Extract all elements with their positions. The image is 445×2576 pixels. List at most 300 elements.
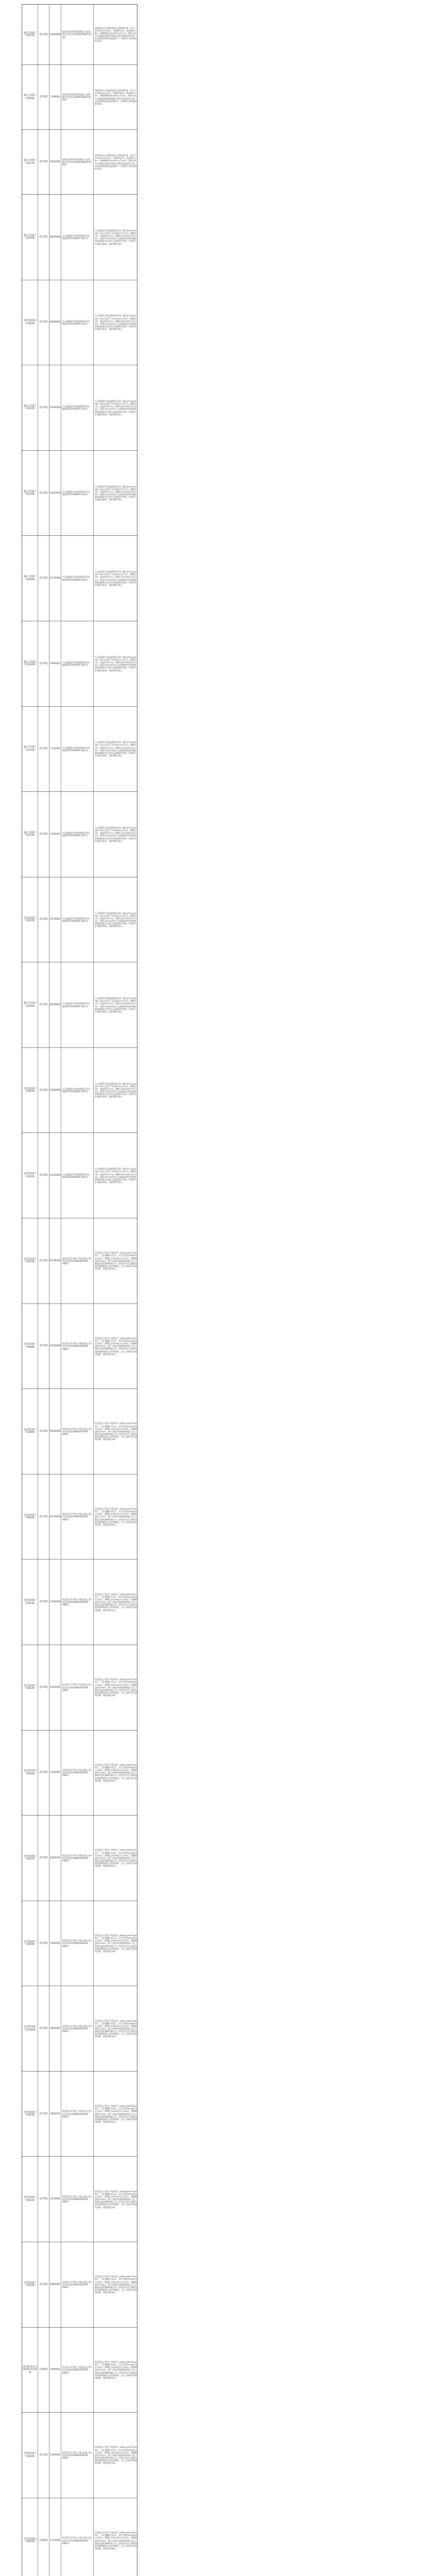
- amount-cell-text: 8100000: [50, 1686, 60, 1689]
- code-cell: [38, 130, 49, 194]
- description-cell-text: 安信蓝天1号资产支持证券（ABS2016ZTB-A005），发行规模7.9亿元，发行日期为2016年11月30日，到期日为2019年11月30日，预期收益率为5.6%，资产支持证券的原始权益人为上海蓝天商业保理有限公司，投资方向为上海蓝天商业保理有限公司应收账款，已在上海证券交易所挂牌，风险等级为R3。: [95, 2275, 137, 2294]
- table-row: [22, 280, 137, 365]
- code-cell: [38, 2157, 49, 2242]
- code-cell: [38, 2242, 49, 2327]
- description-cell-text: 安信蓝天1号资产支持证券（ABS2016ZTB-A005），发行规模7.9亿元，发行日期为2016年11月30日，到期日为2019年11月30日，预期收益率为5.6%，资产支持证券的原始权益人为上海蓝天商业保理有限公司，投资方向为上海蓝天商业保理有限公司应收账款，已在上海证券交易所挂牌，风险等级为R3。: [95, 1934, 137, 1953]
- amount-cell: [49, 877, 61, 962]
- amount-cell: [49, 621, 61, 706]
- period-cell: [22, 1560, 38, 1645]
- amount-cell: [49, 1986, 61, 2071]
- period-cell-text: 截止至2017年第07期: [24, 159, 36, 165]
- period-cell-text: 金雪莲2017年第04期: [24, 1514, 36, 1520]
- description-cell-text: 安信蓝天1号资产支持证券（ABS2016ZTB-A005），发行规模7.9亿元，发行日期为2016年11月30日，到期日为2019年11月30日，预期收益率为5.6%，资产支持证券的原始权益人为上海蓝天商业保理有限公司，投资方向为上海蓝天商业保理有限公司应收账款，已在上海证券交易所挂牌，风险等级为R3。: [95, 2190, 137, 2209]
- product-cell: [61, 877, 93, 962]
- table-row: [22, 1815, 137, 1901]
- table-row: [22, 877, 137, 962]
- description-cell: [93, 1986, 138, 2071]
- product-cell: [61, 451, 93, 536]
- period-cell: [22, 1901, 38, 1986]
- code-cell-text: 【1705】: [39, 918, 49, 921]
- description-cell: [93, 1218, 138, 1303]
- amount-cell-text: 30000000: [49, 235, 61, 239]
- period-cell-text: 截止至2017年第09期: [24, 575, 36, 581]
- code-cell: [38, 1901, 49, 1986]
- product-cell: [61, 1218, 93, 1303]
- description-cell: [93, 962, 138, 1047]
- description-cell: [93, 2413, 138, 2498]
- period-cell-text: 金雪莲2017年第07期: [24, 1258, 36, 1264]
- code-cell-text: 【1705】: [39, 1771, 49, 1774]
- period-cell: [22, 1133, 38, 1218]
- amount-cell: [49, 365, 61, 450]
- table-row: [22, 2412, 137, 2498]
- amount-cell: [49, 707, 61, 792]
- period-cell-text: 金雪莲2017年第04期: [24, 2111, 36, 2117]
- product-cell: [61, 2498, 93, 2576]
- description-cell: [93, 280, 138, 365]
- product-cell-text: 国泰君安1133型结构化产品管理计划-01-01-B20150425-01-018: [62, 93, 92, 101]
- product-cell: [61, 280, 93, 365]
- code-cell: [38, 877, 49, 962]
- description-cell-text: 兴元国投资产收益权投资计划一期(QCZT2016X87-136-1)发行于2016年12月15日，期限为2年，收益率为5.3%，到期日为2018年12月15日，投资方向为以受让兴元国投持有的应收账款收益权的方式向兴元国投进行投资，资金用于补充流动资金，风险等级为R3。: [95, 399, 137, 416]
- product-cell-text: 兴元国投资产收益权投资计划一期(QCZT2016X87-136-1): [62, 832, 91, 837]
- product-cell: [61, 1816, 93, 1901]
- description-cell: [93, 2328, 138, 2413]
- period-cell: [22, 1986, 38, 2071]
- table-row: [22, 1474, 137, 1560]
- code-cell-text: 【1705】: [39, 1856, 49, 1859]
- period-cell-text: 截止至2016年第99期: [24, 1002, 36, 1008]
- product-cell-text: 安信蓝天1号资产支持证券(上海证券交易所)(ABS2016ZTB-A005): [62, 1513, 92, 1521]
- amount-cell-text: 9300000: [50, 662, 60, 665]
- amount-cell-text: 16990000: [49, 1430, 61, 1433]
- description-cell-text: 安信蓝天1号资产支持证券（ABS2016ZTB-A005），发行规模7.9亿元，发行日期为2016年11月30日，到期日为2019年11月30日，预期收益率为5.6%，资产支持证券的原始权益人为上海蓝天商业保理有限公司，投资方向为上海蓝天商业保理有限公司应收账款，已在上海证券交易所挂牌，风险等级为R3。: [95, 1422, 137, 1441]
- description-cell-text: 国泰君安1133型结构化产品管理计划，发行于2016年12月24日，存续期为2年，收益率4%-6%，预期到期日2018年12月24日，投资方向为与国泰君安股份有限公司签订收益凭证合约，以及优质的固定收益类资产，结构化产品风险等级为R2。: [95, 89, 137, 105]
- product-cell-text: 安信蓝天1号资产支持证券(上海证券交易所)(ABS2016ZTB-A005): [62, 2110, 92, 2118]
- description-cell-text: 安信蓝天1号资产支持证券（ABS2016ZTB-A005），发行规模7.9亿元，发行日期为2016年11月30日，到期日为2019年11月30日，预期收益率为5.6%，资产支持证券的原始权益人为上海蓝天商业保理有限公司，投资方向为上海蓝天商业保理有限公司应收账款，已在上海证券交易所挂牌，风险等级为R3。: [95, 1763, 137, 1782]
- period-cell: [22, 451, 38, 536]
- description-cell-text: 安信蓝天1号资产支持证券（ABS2016ZTB-A005），发行规模7.9亿元，发行日期为2016年11月30日，到期日为2019年11月30日，预期收益率为5.6%，资产支持证券的原始权益人为上海蓝天商业保理有限公司，投资方向为上海蓝天商业保理有限公司应收账款，已在上海证券交易所挂牌，风险等级为R3。: [95, 2105, 137, 2124]
- code-cell: [38, 195, 49, 280]
- code-cell: [38, 1731, 49, 1816]
- amount-cell-text: 23960000: [49, 1089, 61, 1092]
- description-cell-text: 安信蓝天1号资产支持证券（ABS2016ZTB-A005），发行规模7.9亿元，发行日期为2016年11月30日，到期日为2019年11月30日，预期收益率为5.6%，资产支持证券的原始权益人为上海蓝天商业保理有限公司，投资方向为上海蓝天商业保理有限公司应收账款，已在上海证券交易所挂牌，风险等级为R3。: [95, 2531, 137, 2550]
- product-cell: [61, 1389, 93, 1474]
- product-cell-text: 安信蓝天1号资产支持证券(上海证券交易所)(ABS2016ZTB-A005): [62, 1683, 92, 1691]
- description-cell: [93, 1304, 138, 1389]
- code-cell-text: 【1705】: [39, 2112, 49, 2115]
- product-cell-text: 安信蓝天1号资产支持证券(上海证券交易所)(ABS2016ZTB-A005): [62, 2366, 92, 2374]
- period-cell-text: 金雪莲2017年第01期: [24, 1855, 36, 1861]
- amount-cell: [49, 195, 61, 280]
- amount-cell-text: 11490000: [49, 1601, 61, 1604]
- code-cell-text: 【1705】: [39, 1515, 49, 1518]
- code-cell-text: 【1705】: [39, 2283, 49, 2286]
- code-cell: [38, 1816, 49, 1901]
- amount-cell-text: 2980000: [50, 2283, 60, 2286]
- product-cell: [61, 707, 93, 792]
- code-cell-text: 【1705】: [39, 2198, 49, 2201]
- period-cell: [22, 621, 38, 706]
- product-cell: [61, 2242, 93, 2327]
- table-row: [22, 1986, 137, 2071]
- period-cell-text: 金雪莲2017年第05期: [24, 1940, 36, 1946]
- description-cell: [93, 1645, 138, 1730]
- code-cell-text: 【1705】: [39, 748, 49, 751]
- product-cell: [61, 1901, 93, 1986]
- description-cell-text: 安信蓝天1号资产支持证券（ABS2016ZTB-A005），发行规模7.9亿元，发行日期为2016年11月30日，到期日为2019年11月30日，预期收益率为5.6%，资产支持证券的原始权益人为上海蓝天商业保理有限公司，投资方向为上海蓝天商业保理有限公司应收账款，已在上海证券交易所挂牌，风险等级为R3。: [95, 1678, 137, 1697]
- code-cell-text: 【1705】: [39, 1601, 49, 1604]
- period-cell: [22, 1048, 38, 1133]
- description-cell: [93, 1901, 138, 1986]
- period-cell: [22, 1389, 38, 1474]
- product-cell-text: 安信蓝天1号资产支持证券(上海证券交易所)(ABS2016ZTB-A005): [62, 2195, 92, 2204]
- description-cell-text: 安信蓝天1号资产支持证券（ABS2016ZTB-A005），发行规模7.9亿元，发行日期为2016年11月30日，到期日为2019年11月30日，预期收益率为5.6%，资产支持证券的原始权益人为上海蓝天商业保理有限公司，投资方向为上海蓝天商业保理有限公司应收账款，已在上海证券交易所挂牌，风险等级为R3。: [95, 1336, 137, 1355]
- table-row: [22, 2242, 137, 2327]
- period-cell-text: 截止至2017年第10期: [24, 490, 36, 496]
- period-cell: [22, 1218, 38, 1303]
- table-row: [22, 1730, 137, 1816]
- code-cell: [38, 365, 49, 450]
- amount-cell-text: 1510000: [50, 2539, 60, 2542]
- amount-cell-text: 2570000: [50, 918, 60, 921]
- product-cell-text: 安信蓝天1号资产支持证券(上海证券交易所)(ABS2016ZTB-A005): [62, 1342, 92, 1350]
- period-cell: [22, 5, 38, 64]
- table-row: [22, 1218, 137, 1303]
- period-cell: [22, 2242, 38, 2327]
- product-cell: [61, 195, 93, 280]
- table-row: [22, 2498, 137, 2576]
- amount-cell: [49, 1218, 61, 1303]
- amount-cell: [49, 1389, 61, 1474]
- product-cell-text: 国泰君安1133型结构化产品管理计划-01-01-B20150425-01-019: [62, 158, 92, 166]
- period-cell-text: 金雪莲2016年第05期: [24, 319, 36, 325]
- code-cell: [38, 1133, 49, 1218]
- period-cell-text: 截止至2017年第08期: [24, 94, 36, 100]
- product-cell-text: 兴元国投资产收益权投资计划一期(QCZT2016X87-136-1): [62, 661, 91, 667]
- amount-cell-text: 6900000: [50, 1856, 60, 1859]
- code-cell-text: 【1705】: [39, 1089, 49, 1092]
- product-cell-text: 兴元国投资产收益权投资计划一期(QCZT2016X87-136-1): [62, 1002, 91, 1008]
- description-cell-text: 安信蓝天1号资产支持证券（ABS2016ZTB-A005），发行规模7.9亿元，发行日期为2016年11月30日，到期日为2019年11月30日，预期收益率为5.6%，资产支持证券的原始权益人为上海蓝天商业保理有限公司，投资方向为上海蓝天商业保理有限公司应收账款，已在上海证券交易所挂牌，风险等级为R3。: [95, 2019, 137, 2038]
- code-cell: [38, 451, 49, 536]
- code-cell-text: 【1705】: [39, 492, 49, 495]
- period-cell: [22, 195, 38, 280]
- amount-cell-text: 12070000: [49, 1515, 61, 1518]
- description-cell-text: 兴元国投资产收益权投资计划一期(QCZT2016X87-136-1)发行于2016年12月15日，期限为2年，收益率为5.3%，到期日为2018年12月15日，投资方向为以受让兴元国投持有的应收账款收益权的方式向兴元国投进行投资，资金用于补充流动资金，风险等级为R3。: [95, 655, 137, 672]
- period-cell: [22, 1475, 38, 1560]
- product-cell: [61, 130, 93, 194]
- code-cell: [38, 536, 49, 621]
- code-cell-text: 【1705】: [39, 321, 49, 324]
- code-cell: [38, 1304, 49, 1389]
- product-cell-text: 安信蓝天1号资产支持证券(上海证券交易所)(ABS2016ZTB-A005): [62, 2024, 92, 2033]
- period-cell-text: 金雪莲2016年第100期: [24, 2026, 36, 2031]
- amount-cell: [49, 1475, 61, 1560]
- product-cell: [61, 536, 93, 621]
- amount-cell: [49, 2413, 61, 2498]
- description-cell-text: 兴元国投资产收益权投资计划一期(QCZT2016X87-136-1)发行于2016年12月15日，期限为2年，收益率为5.3%，到期日为2018年12月15日，投资方向为以受让兴元国投持有的应收账款收益权的方式向兴元国投进行投资，资金用于补充流动资金，风险等级为R3。: [95, 314, 137, 331]
- period-cell: [22, 1816, 38, 1901]
- product-cell-text: 安信蓝天1号资产支持证券(上海证券交易所)(ABS2016ZTB-A005): [62, 1427, 92, 1436]
- amount-cell: [49, 1731, 61, 1816]
- description-cell-text: 安信蓝天1号资产支持证券（ABS2016ZTB-A005），发行规模7.9亿元，发行日期为2016年11月30日，到期日为2019年11月30日，预期收益率为5.6%，资产支持证券的原始权益人为上海蓝天商业保理有限公司，投资方向为上海蓝天商业保理有限公司应收账款，已在上海证券交易所挂牌，风险等级为R3。: [95, 2446, 137, 2465]
- description-cell: [93, 621, 138, 706]
- amount-cell: [49, 792, 61, 877]
- code-cell-text: 【1805】: [39, 2539, 49, 2542]
- code-cell: [38, 2328, 49, 2413]
- table-row: [22, 791, 137, 877]
- amount-cell-text: 15500000: [49, 406, 61, 409]
- code-cell-text: 【1705】: [39, 662, 49, 665]
- description-cell: [93, 2157, 138, 2242]
- period-cell-text: 金雪莲2016年第99期: [24, 2537, 36, 2544]
- product-cell: [61, 2413, 93, 2498]
- code-cell-text: 【1705】: [39, 1942, 49, 1945]
- amount-cell-text: 7350000: [50, 1771, 60, 1774]
- code-cell-text: 【1705】: [39, 96, 49, 98]
- code-cell-text: 【1705】: [39, 406, 49, 409]
- amount-cell: [49, 2498, 61, 2576]
- description-cell-text: 国泰君安1133型结构化产品管理计划，发行于2016年12月24日，存续期为2年，收益率4%-6%，预期到期日2018年12月24日，投资方向为与国泰君安股份有限公司签订收益凭证合约，以及优质的固定收益类资产，结构化产品风险等级为R2。: [95, 26, 137, 43]
- code-cell: [38, 65, 49, 129]
- code-cell-text: 【1705】: [39, 1345, 49, 1348]
- code-cell: [38, 5, 49, 64]
- table-row: [22, 621, 137, 706]
- period-cell-text: 截止至2017年第07期: [24, 31, 36, 37]
- product-cell: [61, 962, 93, 1047]
- period-cell: [22, 1731, 38, 1816]
- table-row: [22, 2327, 137, 2413]
- table-row: [22, 1388, 137, 1474]
- description-cell-text: 兴元国投资产收益权投资计划一期(QCZT2016X87-136-1)发行于2016年12月15日，期限为2年，收益率为5.3%，到期日为2018年12月15日，投资方向为以受让兴元国投持有的应收账款收益权的方式向兴元国投进行投资，资金用于补充流动资金，风险等级为R3。: [95, 1082, 137, 1098]
- description-cell: [93, 451, 138, 536]
- period-cell-text: 金雪莲2017年第06期: [24, 1429, 36, 1434]
- period-cell: [22, 365, 38, 450]
- code-cell: [38, 280, 49, 365]
- description-cell-text: 兴元国投资产收益权投资计划一期(QCZT2016X87-136-1)发行于2016年12月15日，期限为2年，收益率为5.3%，到期日为2018年12月15日，投资方向为以受让兴元国投持有的应收账款收益权的方式向兴元国投进行投资，资金用于补充流动资金，风险等级为R3。: [95, 826, 137, 842]
- amount-cell-text: 4000000: [50, 2112, 60, 2115]
- code-cell: [38, 1218, 49, 1303]
- table-row: [22, 962, 137, 1047]
- code-cell: [38, 1389, 49, 1474]
- period-cell-text: 金雪莲·增享宝2016年第100期: [23, 2365, 37, 2374]
- code-cell-text: 【1705】: [39, 577, 49, 580]
- description-cell-text: 兴元国投资产收益权投资计划一期(QCZT2016X87-136-1)发行于2016年12月15日，期限为2年，收益率为5.3%，到期日为2018年12月15日，投资方向为以受让兴元国投持有的应收账款收益权的方式向兴元国投进行投资，资金用于补充流动资金，风险等级为R3。: [95, 911, 137, 928]
- description-cell: [93, 1560, 138, 1645]
- period-cell-text: 截止至2017年第06期: [24, 234, 36, 240]
- amount-cell: [49, 2157, 61, 2242]
- table-row: [22, 1303, 137, 1389]
- amount-cell-text: 11700000: [49, 577, 61, 580]
- amount-cell: [49, 1645, 61, 1730]
- code-cell: [38, 962, 49, 1047]
- table-row: [22, 535, 137, 621]
- table-row: [22, 1047, 137, 1133]
- code-cell-text: 【1705】: [39, 2454, 49, 2457]
- period-cell-text: 金雪莲2017年第09期: [24, 2452, 36, 2458]
- amount-cell-text: 1960000: [50, 2454, 60, 2457]
- product-cell: [61, 792, 93, 877]
- product-cell: [61, 1048, 93, 1133]
- amount-cell: [49, 536, 61, 621]
- amount-cell-text: 87760000: [49, 1259, 61, 1262]
- period-cell-text: 金雪莲2016年第99期: [24, 1770, 36, 1775]
- code-cell: [38, 1560, 49, 1645]
- period-cell-text: 金雪莲2017年第03期: [24, 1599, 36, 1605]
- product-cell: [61, 2072, 93, 2157]
- code-cell-text: 【1705】: [39, 1004, 49, 1007]
- description-cell: [93, 2498, 138, 2576]
- product-cell-text: 安信蓝天1号资产支持证券(上海证券交易所)(ABS2016ZTB-A005): [62, 1854, 92, 1862]
- period-cell-text: 金雪莲2017年第01期: [24, 2281, 36, 2287]
- product-cell: [61, 621, 93, 706]
- product-cell: [61, 1304, 93, 1389]
- description-cell: [93, 2242, 138, 2327]
- code-cell: [38, 621, 49, 706]
- description-cell: [93, 1389, 138, 1474]
- period-cell: [22, 707, 38, 792]
- description-cell-text: 安信蓝天1号资产支持证券（ABS2016ZTB-A005），发行规模7.9亿元，发行日期为2016年11月30日，到期日为2019年11月30日，预期收益率为5.6%，资产支持证券的原始权益人为上海蓝天商业保理有限公司，投资方向为上海蓝天商业保理有限公司应收账款，已在上海证券交易所挂牌，风险等级为R3。: [95, 1507, 137, 1526]
- table-row: [22, 365, 137, 450]
- amount-cell: [49, 1901, 61, 1986]
- description-cell-text: 安信蓝天1号资产支持证券（ABS2016ZTB-A005），发行规模7.9亿元，发行日期为2016年11月30日，到期日为2019年11月30日，预期收益率为5.6%，资产支持证券的原始权益人为上海蓝天商业保理有限公司，投资方向为上海蓝天商业保理有限公司应收账款，已在上海证券交易所挂牌，风险等级为R3。: [95, 1251, 137, 1270]
- period-cell: [22, 536, 38, 621]
- table-row: [22, 1559, 137, 1645]
- description-cell: [93, 1048, 138, 1133]
- code-cell: [38, 1645, 49, 1730]
- description-cell: [93, 536, 138, 621]
- code-cell-text: 【1705】: [39, 161, 49, 163]
- table-row: [22, 450, 137, 536]
- product-cell-text: 兴元国投资产收益权投资计划一期(QCZT2016X87-136-1): [62, 490, 91, 496]
- description-cell-text: 兴元国投资产收益权投资计划一期(QCZT2016X87-136-1)发行于2016年12月15日，期限为2年，收益率为5.3%，到期日为2018年12月15日，投资方向为以受让兴元国投持有的应收账款收益权的方式向兴元国投进行投资，资金用于补充流动资金，风险等级为R3。: [95, 741, 137, 757]
- code-cell: [38, 792, 49, 877]
- period-cell: [22, 130, 38, 194]
- asset-table: [22, 4, 138, 2576]
- product-cell-text: 安信蓝天1号资产支持证券(上海证券交易所)(ABS2016ZTB-A005): [62, 2451, 92, 2460]
- code-cell-text: 【1705】: [39, 1686, 49, 1689]
- period-cell: [22, 792, 38, 877]
- amount-cell-text: 24300000: [49, 1345, 61, 1348]
- amount-cell-text: 2000000: [50, 2368, 60, 2371]
- table-row: [22, 2156, 137, 2242]
- code-cell-text: 【1705】: [39, 833, 49, 836]
- period-cell-text: 截止至2017年第12期: [24, 831, 36, 837]
- table-row: [22, 1901, 137, 1986]
- table-row: [22, 64, 137, 129]
- description-cell-text: 兴元国投资产收益权投资计划一期(QCZT2016X87-136-1)发行于2016年12月15日，期限为2年，收益率为5.3%，到期日为2018年12月15日，投资方向为以受让兴元国投持有的应收账款收益权的方式向兴元国投进行投资，资金用于补充流动资金，风险等级为R3。: [95, 229, 137, 245]
- product-cell: [61, 1645, 93, 1730]
- description-cell: [93, 1475, 138, 1560]
- description-cell-text: 兴元国投资产收益权投资计划一期(QCZT2016X87-136-1)发行于2016年12月15日，期限为2年，收益率为5.3%，到期日为2018年12月15日，投资方向为以受让兴元国投持有的应收账款收益权的方式向兴元国投进行投资，资金用于补充流动资金，风险等级为R3。: [95, 1167, 137, 1184]
- description-cell: [93, 792, 138, 877]
- table-row: [22, 1132, 137, 1218]
- amount-cell: [49, 5, 61, 64]
- description-cell: [93, 707, 138, 792]
- amount-cell: [49, 1133, 61, 1218]
- code-cell-text: 【1805】: [39, 2368, 49, 2371]
- table-row: [22, 2071, 137, 2157]
- amount-cell: [49, 1816, 61, 1901]
- period-cell-text: 金雪莲2017年第08期: [24, 1343, 36, 1349]
- period-cell-text: 金雪莲2017年第02期: [24, 1684, 36, 1690]
- amount-cell-text: 35890000: [49, 321, 61, 324]
- period-cell: [22, 280, 38, 365]
- amount-cell: [49, 451, 61, 536]
- description-cell: [93, 877, 138, 962]
- amount-cell-text: 3970000: [50, 2198, 60, 2201]
- period-cell: [22, 962, 38, 1047]
- description-cell: [93, 1133, 138, 1218]
- product-cell-text: 兴元国投资产收益权投资计划一期(QCZT2016X87-136-1): [62, 917, 91, 922]
- period-cell: [22, 65, 38, 129]
- amount-cell: [49, 1048, 61, 1133]
- amount-cell: [49, 1304, 61, 1389]
- product-cell: [61, 5, 93, 64]
- amount-cell-text: 7300000: [50, 96, 60, 98]
- amount-cell-text: 7140000: [50, 748, 60, 751]
- amount-cell: [49, 2328, 61, 2413]
- code-cell-text: 【1705】: [39, 1259, 49, 1262]
- product-cell-text: 兴元国投资产收益权投资计划一期(QCZT2016X87-136-1): [62, 234, 91, 240]
- code-cell-text: 【1705】: [39, 33, 49, 36]
- period-cell-text: 截止至2016年第100期: [24, 660, 36, 667]
- product-cell-text: 兴元国投资产收益权投资计划一期(QCZT2016X87-136-1): [62, 1087, 91, 1093]
- amount-cell-text: 4850000: [50, 2027, 60, 2030]
- period-cell-text: 截止至2017年第11期: [24, 746, 36, 752]
- product-cell-text: 安信蓝天1号资产支持证券(上海证券交易所)(ABS2016ZTB-A005): [62, 1257, 92, 1265]
- code-cell: [38, 707, 49, 792]
- description-cell: [93, 5, 138, 64]
- period-cell-text: 金雪莲2017年第04期: [24, 1087, 36, 1093]
- amount-cell-text: 26940000: [49, 1004, 61, 1007]
- description-cell-text: 安信蓝天1号资产支持证券（ABS2016ZTB-A005），发行规模7.9亿元，发行日期为2016年11月30日，到期日为2019年11月30日，预期收益率为5.6%，资产支持证券的原始权益人为上海蓝天商业保理有限公司，投资方向为上海蓝天商业保理有限公司应收账款，已在上海证券交易所挂牌，风险等级为R3。: [95, 1849, 137, 1868]
- product-cell-text: 兴元国投资产收益权投资计划一期(QCZT2016X87-136-1): [62, 575, 91, 581]
- code-cell: [38, 1048, 49, 1133]
- amount-cell: [49, 1560, 61, 1645]
- period-cell: [22, 877, 38, 962]
- period-cell-text: 金雪莲2017年第02期: [24, 1173, 36, 1178]
- code-cell: [38, 2498, 49, 2576]
- table-row: [22, 706, 137, 792]
- product-cell: [61, 1475, 93, 1560]
- description-cell: [93, 365, 138, 450]
- code-cell: [38, 2072, 49, 2157]
- description-cell-text: 兴元国投资产收益权投资计划一期(QCZT2016X87-136-1)发行于2016年12月15日，期限为2年，收益率为5.3%，到期日为2018年12月15日，投资方向为以受让兴元国投持有的应收账款收益权的方式向兴元国投进行投资，资金用于补充流动资金，风险等级为R3。: [95, 570, 137, 586]
- amount-cell: [49, 65, 61, 129]
- description-cell: [93, 1816, 138, 1901]
- table-row: [22, 194, 137, 280]
- product-cell-text: 安信蓝天1号资产支持证券(上海证券交易所)(ABS2016ZTB-A005): [62, 1769, 92, 1777]
- period-cell: [22, 2413, 38, 2498]
- product-cell-text: 国泰君安1133型结构化产品管理计划-01-01-B20150425-01-017: [62, 30, 92, 39]
- period-cell: [22, 1304, 38, 1389]
- product-cell: [61, 365, 93, 450]
- description-cell-text: 兴元国投资产收益权投资计划一期(QCZT2016X87-136-1)发行于2016年12月15日，期限为2年，收益率为5.3%，到期日为2018年12月15日，投资方向为以受让兴元国投持有的应收账款收益权的方式向兴元国投进行投资，资金用于补充流动资金，风险等级为R3。: [95, 485, 137, 501]
- description-cell: [93, 195, 138, 280]
- description-cell: [93, 2072, 138, 2157]
- code-cell-text: 【1705】: [39, 235, 49, 239]
- amount-cell-text: 5690000: [50, 1942, 60, 1945]
- product-cell: [61, 1731, 93, 1816]
- description-cell: [93, 1731, 138, 1816]
- product-cell: [61, 1560, 93, 1645]
- period-cell-text: 金雪莲2017年第07期: [24, 917, 36, 922]
- product-cell-text: 安信蓝天1号资产支持证券(上海证券交易所)(ABS2016ZTB-A005): [62, 2280, 92, 2289]
- product-cell: [61, 1133, 93, 1218]
- description-cell: [93, 65, 138, 129]
